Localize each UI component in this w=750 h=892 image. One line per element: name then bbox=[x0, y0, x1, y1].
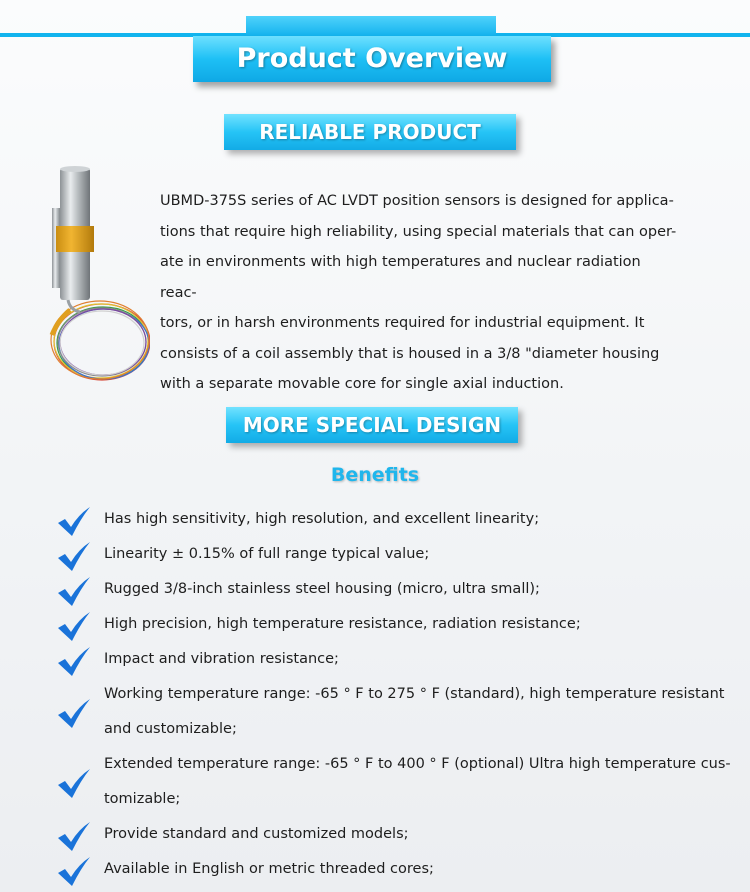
description-line: UBMD-375S series of AC LVDT position sensors is designed for applica- bbox=[160, 193, 674, 209]
reliable-product-banner: RELIABLE PRODUCT bbox=[224, 114, 516, 150]
description-line: with a separate movable core for single axial induction. bbox=[160, 376, 564, 392]
benefit-text: tomizable; bbox=[104, 791, 181, 807]
description-line: tions that require high reliability, using special materials that can oper- bbox=[160, 223, 677, 240]
lvdt-sensor-image bbox=[40, 160, 150, 400]
header-tab bbox=[246, 16, 496, 36]
benefit-text: Available in English or metric threaded cores; bbox=[104, 861, 434, 877]
benefit-text: Impact and vibration resistance; bbox=[104, 651, 339, 667]
benefit-text: Rugged 3/8-inch stainless steel housing (micro, ultra small); bbox=[104, 581, 540, 597]
benefit-text: Provide standard and customized models; bbox=[104, 826, 409, 842]
checkmark-icon bbox=[56, 611, 92, 643]
checkmark-icon bbox=[56, 576, 92, 608]
description-line: consists of a coil assembly that is housed in a 3/8 "diameter housing bbox=[160, 345, 660, 362]
checkmark-icon bbox=[56, 698, 92, 730]
benefit-text: Working temperature range: -65 ° F to 275 ° F (standard), high temperature resistant bbox=[104, 686, 725, 702]
benefit-text: Linearity ± 0.15% of full range typical value; bbox=[104, 546, 430, 562]
checkmark-icon bbox=[56, 856, 92, 888]
checkmark-icon bbox=[56, 768, 92, 800]
page-title: Product Overview bbox=[193, 36, 551, 82]
more-special-design-banner: MORE SPECIAL DESIGN bbox=[226, 407, 518, 443]
checkmark-icon bbox=[56, 541, 92, 573]
product-description bbox=[160, 186, 680, 400]
benefit-text: High precision, high temperature resistance, radiation resistance; bbox=[104, 616, 581, 632]
description-line: ate in environments with high temperatures and nuclear radiation reac- bbox=[160, 254, 641, 301]
benefit-text: Extended temperature range: -65 ° F to 400 ° F (optional) Ultra high temperature cus- bbox=[104, 756, 731, 772]
description-line: tors, or in harsh environments required for industrial equipment. It bbox=[160, 315, 645, 331]
checkmark-icon bbox=[56, 646, 92, 678]
checkmark-icon bbox=[56, 821, 92, 853]
benefits-heading: Benefits bbox=[330, 464, 420, 486]
benefit-text: Has high sensitivity, high resolution, and excellent linearity; bbox=[104, 511, 540, 527]
benefit-text: and customizable; bbox=[104, 721, 237, 737]
checkmark-icon bbox=[56, 506, 92, 538]
